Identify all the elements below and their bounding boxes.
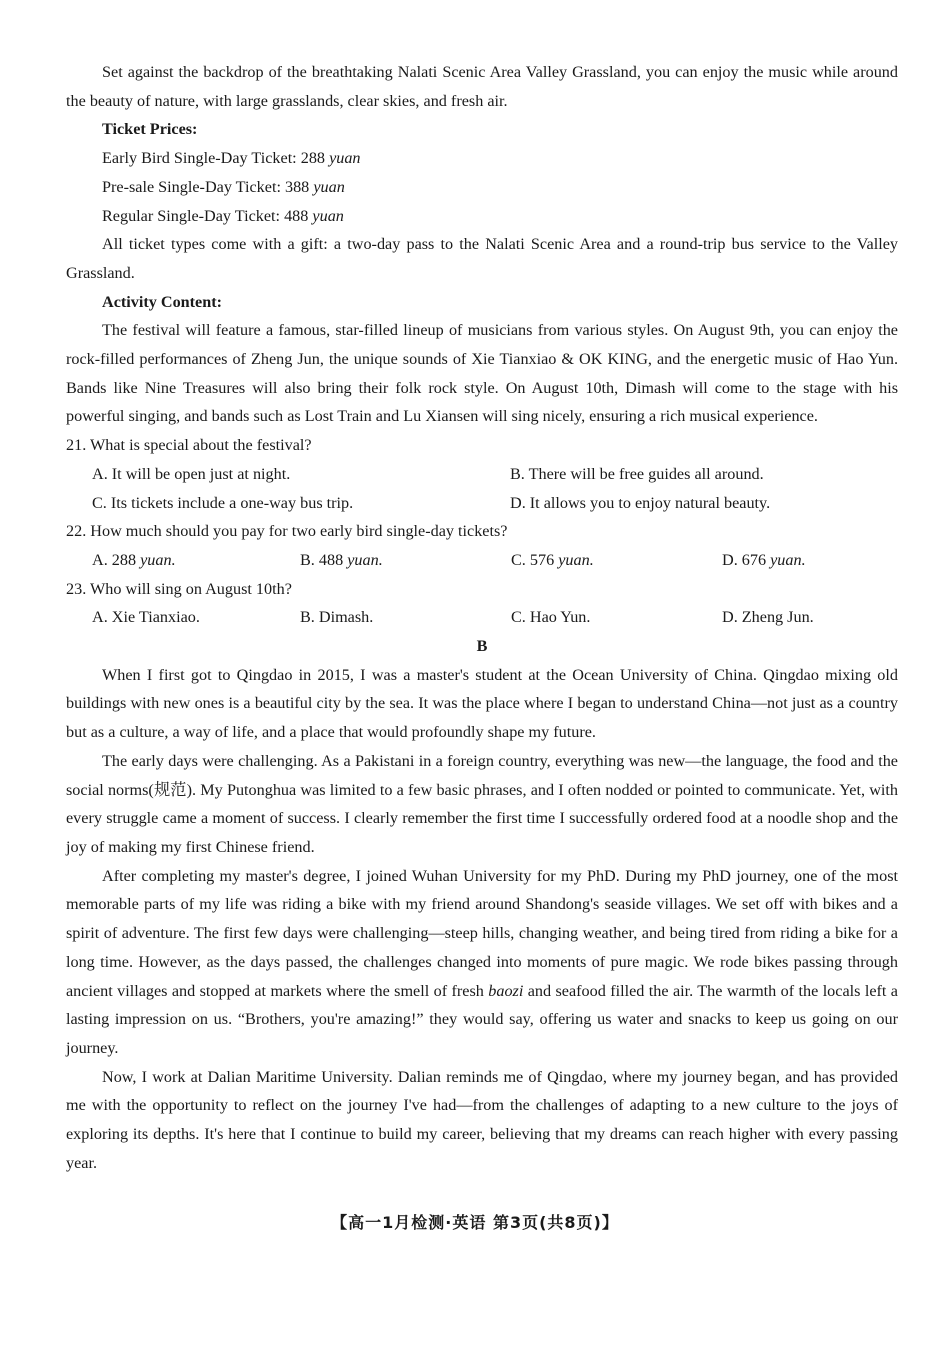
option-b: B. There will be free guides all around. <box>510 464 764 483</box>
activity-heading: Activity Content: <box>102 292 223 311</box>
question-23-stem: 23. Who will sing on August 10th? <box>66 579 292 598</box>
ticket-line: Regular Single-Day Ticket: 488 yuan <box>102 206 344 225</box>
question-21-options <box>66 460 898 517</box>
option-c: C. 576 yuan. <box>511 550 594 569</box>
option-c: C. Its tickets include a one-way bus trip. <box>92 493 354 512</box>
option-d: D. Zheng Jun. <box>722 608 814 627</box>
question-23-options <box>66 603 898 632</box>
passage-b-paragraph-2: The early days were challenging. As a Pakistani in a foreign country, everything was new—the language, the food and the social norms(规范). My Putonghua was limited to a few basic phrases, and I often nodded or pointed to communicate. Yet, with every struggle came a moment of success. I clearly remember the first time I successfully ordered food at a noodle shop and the joy of making my first Chinese friend. <box>66 751 898 856</box>
option-a: A. Xie Tianxiao. <box>92 608 200 627</box>
section-b-heading: B <box>476 637 488 656</box>
option-d: D. 676 yuan. <box>722 550 806 569</box>
gift-paragraph: All ticket types come with a gift: a two-day pass to the Nalati Scenic Area and a round-trip bus service to the Valley Grassland. <box>66 235 898 282</box>
passage-b-paragraph-4: Now, I work at Dalian Maritime University. Dalian reminds me of Qingdao, where my journey began, and has provided me with the opportunity to reflect on the journey I've had—from the challenges of adapting to a new culture to the joys of exploring its depths. It's here that I continue to build my career, believing that my dreams can reach higher with every passing year. <box>66 1067 898 1172</box>
option-b: B. Dimash. <box>300 608 374 627</box>
ticket-line: Pre-sale Single-Day Ticket: 388 yuan <box>102 177 345 196</box>
intro-paragraph: Set against the backdrop of the breathtaking Nalati Scenic Area Valley Grassland, you can enjoy the music while around the beauty of nature, with large grasslands, clear skies, and fresh air. <box>66 63 898 110</box>
exam-page <box>66 58 898 1177</box>
passage-b-paragraph-3: After completing my master's degree, I joined Wuhan University for my PhD. During my PhD journey, one of the most memorable parts of my life was riding a bike with my friend around Shandong's seaside villages. We set off with bikes and a spirit of adventure. The first few days were challenging—steep hills, changing weather, and being tired from riding a bike for a long time. However, as the days passed, the challenges changed into moments of pure magic. We rode bikes passing through ancient villages and stopped at markets where the smell of fresh baozi and seafood filled the air. The warmth of the locals left a lasting impression on us. “Brothers, you're amazing!” they would say, offering us water and snacks to keep us going on our journey. <box>66 866 898 1057</box>
ticket-line: Early Bird Single-Day Ticket: 288 yuan <box>102 149 361 168</box>
question-22-stem: 22. How much should you pay for two early bird single-day tickets? <box>66 522 508 541</box>
option-c: C. Hao Yun. <box>511 608 591 627</box>
option-b: B. 488 yuan. <box>300 550 383 569</box>
ticket-heading: Ticket Prices: <box>102 120 198 139</box>
passage-b-paragraph-1: When I first got to Qingdao in 2015, I was a master's student at the Ocean University of China. Qingdao mixing old buildings with new ones is a beautiful city by the sea. It was the place where I began to understand China—not just as a country but as a culture, a way of life, and a place that would profoundly shape my future. <box>66 665 898 742</box>
activity-paragraph: The festival will feature a famous, star-filled lineup of musicians from various styles. On August 9th, you can enjoy the rock-filled performances of Zheng Jun, the unique sounds of Xie Tianxiao & OK KING, and the energetic music of Hao Yun. Bands like Nine Treasures will also bring their folk rock style. On August 10th, Dimash will come to the stage with his powerful singing, and bands such as Lost Train and Lu Xiansen will sing nicely, ensuring a rich musical experience. <box>66 321 898 426</box>
page-footer: 【高一1月检测·英语 第3页(共8页)】 <box>331 1213 619 1232</box>
question-21-stem: 21. What is special about the festival? <box>66 436 312 455</box>
option-a: A. It will be open just at night. <box>92 464 291 483</box>
question-22-options <box>66 546 898 575</box>
option-a: A. 288 yuan. <box>92 550 176 569</box>
option-d: D. It allows you to enjoy natural beauty. <box>510 493 771 512</box>
